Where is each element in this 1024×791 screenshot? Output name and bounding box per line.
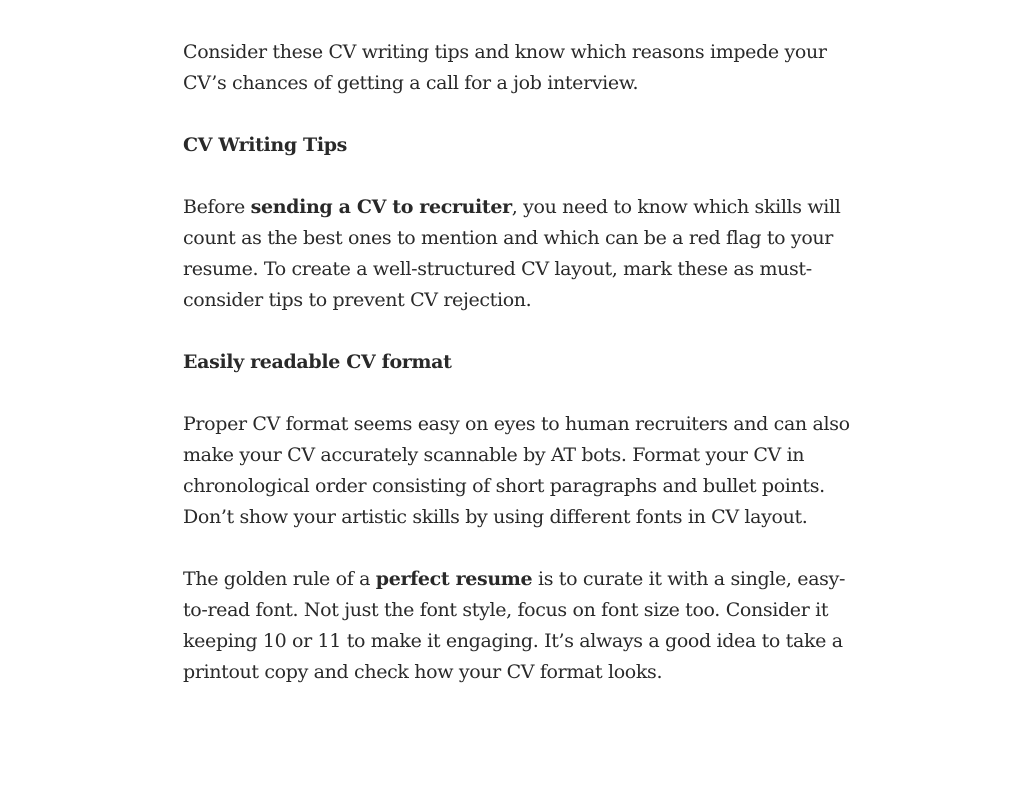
paragraph-text: The golden rule of a (183, 568, 376, 590)
heading-readable-format: Easily readable CV format (183, 351, 452, 373)
paragraph-text: , you need to know which skills will count as the best ones to mention and which can be a red flag to your resume. To create a well-structured CV layout, mark these as must-consider tips to prevent CV rejection. (183, 196, 841, 311)
link-sending-cv-to-recruiter[interactable]: sending a CV to recruiter (250, 196, 512, 218)
paragraph-proper-format: Proper CV format seems easy on eyes to human recruiters and can also make your CV accurately scannable by AT bots. Format your CV in chronological order consisting of short paragraphs and bullet points. Don’t show your artistic skills by using different fonts in CV layout. (183, 413, 850, 528)
paragraph-text: is to curate it with a single, easy-to-read font. Not just the font style, focus on font size too. Consider it keeping 10 or 11 to make it engaging. It’s always a good idea to take a printout copy and check how your CV format looks. (183, 568, 846, 683)
article-body (183, 37, 855, 719)
link-perfect-resume[interactable]: perfect resume (375, 568, 533, 590)
paragraph-text: Before (183, 196, 251, 218)
intro-paragraph: Consider these CV writing tips and know which reasons impede your CV’s chances of getting a call for a job interview. (183, 41, 827, 94)
paragraph-golden-rule (183, 564, 855, 688)
heading-cv-writing-tips: CV Writing Tips (183, 134, 347, 156)
paragraph-sending-cv (183, 192, 855, 316)
